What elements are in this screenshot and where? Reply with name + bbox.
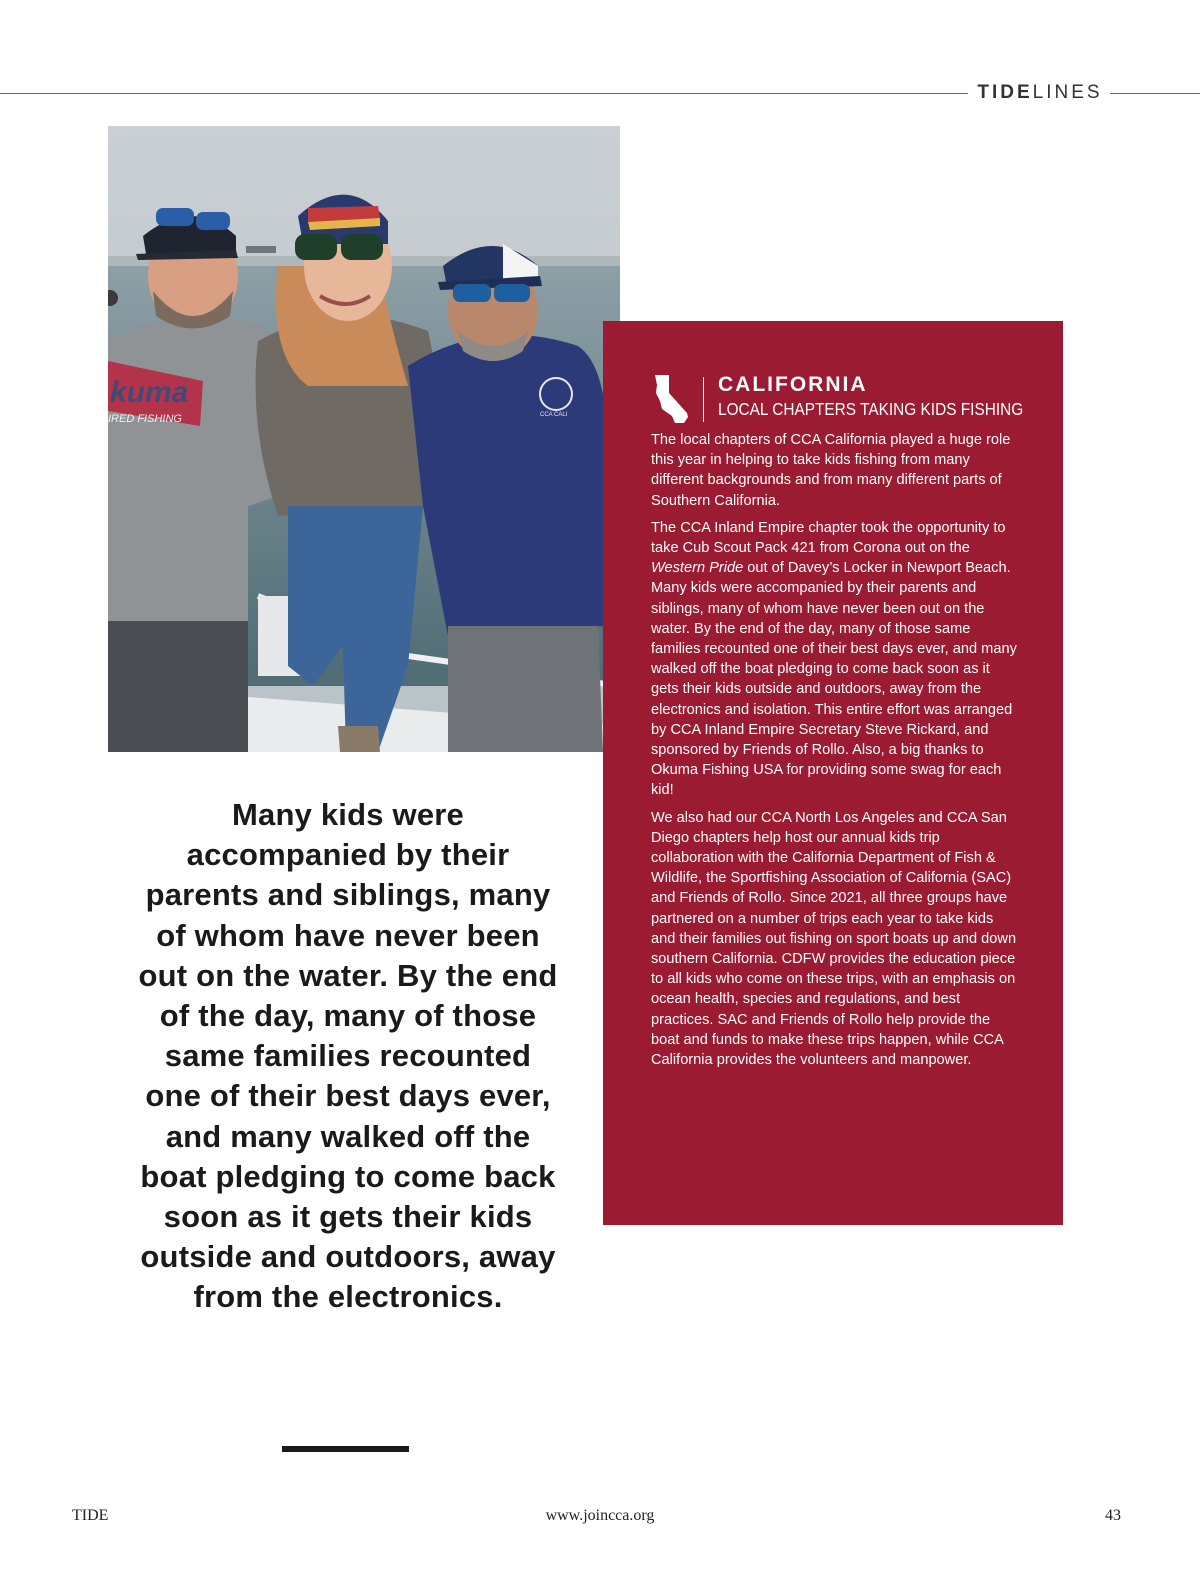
- sidebar-subtitle: LOCAL CHAPTERS TAKING KIDS FISHING: [718, 399, 1024, 419]
- header-rule-left: [0, 93, 968, 94]
- footer-page-number: 43: [1105, 1507, 1121, 1524]
- sidebar-body: [651, 430, 1019, 1077]
- california-state-icon: [653, 373, 691, 425]
- footer-publication: TIDE: [72, 1507, 109, 1524]
- footer-website: www.joincca.org: [545, 1507, 655, 1524]
- photo-three-anglers: [108, 126, 620, 752]
- sidebar-paragraph-2: [651, 518, 1019, 801]
- heading-divider: [703, 377, 704, 422]
- section-label-strong: TIDE: [977, 82, 1033, 103]
- shirt-text-kuma: kuma: [110, 376, 189, 409]
- p2-boat-name: Western Pride: [651, 560, 744, 577]
- p2-text-start: The CCA Inland Empire chapter took the opportunity to take Cub Scout Pack 421 from Corona out on the: [651, 519, 1006, 557]
- pull-quote-rule: [282, 1446, 409, 1452]
- header-rule-right: [1110, 93, 1200, 94]
- shirt-text-fishing: IRED FISHING: [108, 413, 182, 425]
- p2-text-end: out of Davey’s Locker in Newport Beach. Many kids were accompanied by their parents and siblings, many of whom have never been out on the water. By the end of the day, many of those same families recounted one of their best days ever, and many walked off the boat pledging to come back soon as it gets their kids outside and outdoors, away from the electronics and isolation. This entire effort was arranged by CCA Inland Empire Secretary Steve Rickard, and sponsored by Friends of Rollo. Also, a big thanks to Okuma Fishing USA for providing some swag for each kid!: [651, 560, 1017, 799]
- shirt-logo-text: CCA CALI: [540, 412, 568, 418]
- california-sidebar: [603, 321, 1063, 1225]
- sidebar-title: CALIFORNIA: [718, 373, 868, 396]
- pull-quote: Many kids were accompanied by their parents and siblings, many of whom have never been out on the water. By the end of the day, many of those same families recounted one of their best days ever, and many walked off the boat pledging to come back soon as it gets their kids outside and outdoors, away from the electronics.: [138, 797, 558, 1315]
- section-label-light: LINES: [1032, 82, 1103, 103]
- sidebar-paragraph-3: We also had our CCA North Los Angeles and CCA San Diego chapters help host our annual kids trip collaboration with the California Department of Fish & Wildlife, the Sportfishing Association of California (SAC) and Friends of Rollo. Since 2021, all three groups have partnered on a number of trips each year to take kids and their families out fishing on sport boats up and down southern California. CDFW provides the education piece to all kids who come on these trips, with an emphasis on ocean health, species and regulations, and best practices. SAC and Friends of Rollo help provide the boat and funds to make these trips happen, while CCA California provides the volunteers and manpower.: [651, 809, 1017, 1069]
- section-label: [976, 80, 1104, 106]
- sidebar-paragraph-1: The local chapters of CCA California played a huge role this year in helping to take kids fishing from many different backgrounds and from many different parts of Southern California.: [651, 432, 1011, 509]
